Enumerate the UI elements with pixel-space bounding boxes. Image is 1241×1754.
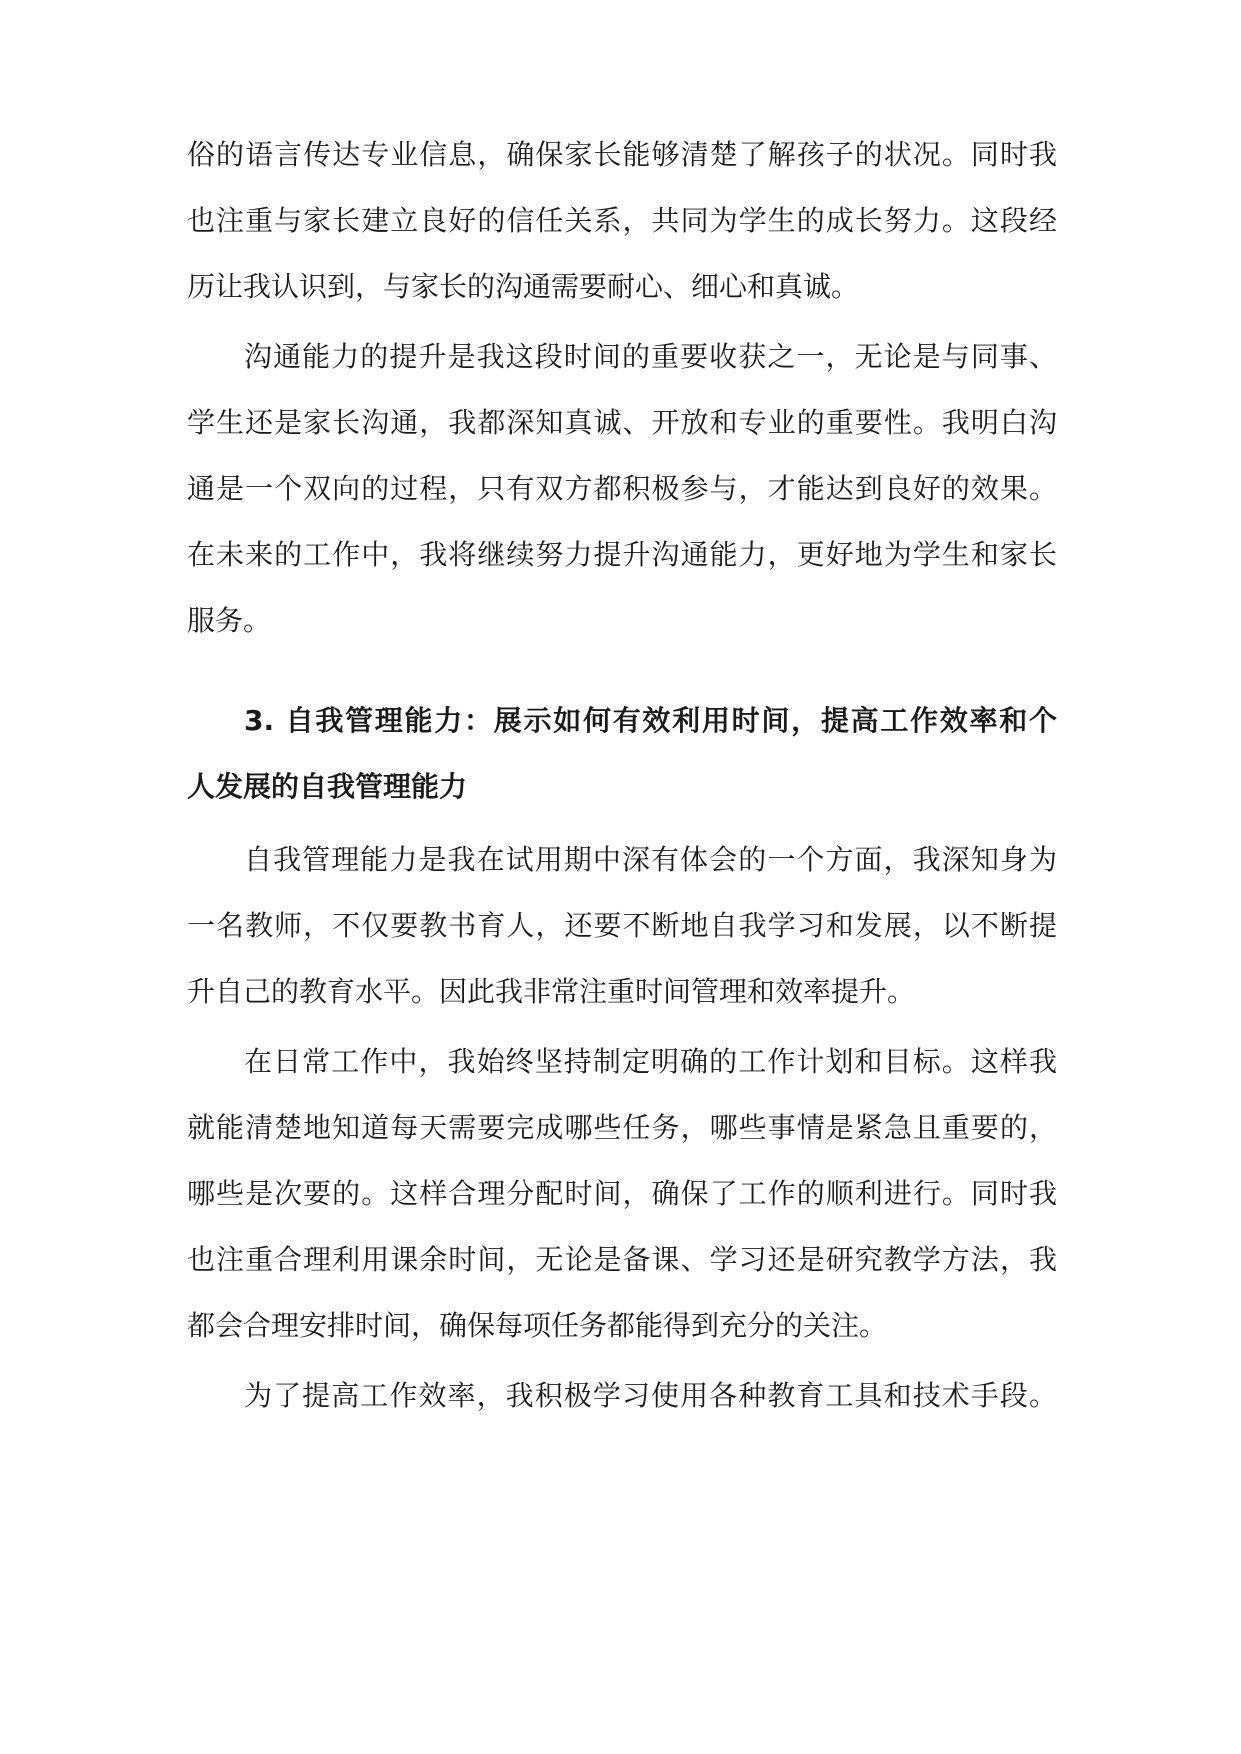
paragraph-line: 俗的语言传达专业信息，确保家长能够清楚了解孩子的状况。同时我 — [187, 138, 1057, 171]
paragraph-line: 就能清楚地知道每天需要完成哪些任务，哪些事情是紧急且重要的， — [187, 1111, 1057, 1144]
paragraph-line: 自我管理能力是我在试用期中深有体会的一个方面，我深知身为 — [244, 843, 1057, 876]
paragraph-line: 在日常工作中，我始终坚持制定明确的工作计划和目标。这样我 — [244, 1045, 1057, 1078]
paragraph-line: 一名教师，不仅要教书育人，还要不断地自我学习和发展，以不断提 — [187, 909, 1057, 942]
paragraph-line: 在未来的工作中，我将继续努力提升沟通能力，更好地为学生和家长 — [187, 538, 1057, 571]
paragraph-line: 也注重合理利用课余时间，无论是备课、学习还是研究教学方法，我 — [187, 1243, 1057, 1276]
section-heading: 人发展的自我管理能力 — [187, 770, 468, 803]
paragraph-line: 升自己的教育水平。因此我非常注重时间管理和效率提升。 — [187, 975, 916, 1008]
paragraph-line: 为了提高工作效率，我积极学习使用各种教育工具和技术手段。 — [244, 1379, 1057, 1412]
paragraph-line: 服务。 — [187, 604, 272, 637]
paragraph-line: 也注重与家长建立良好的信任关系，共同为学生的成长努力。这段经 — [187, 204, 1057, 237]
paragraph-line: 通是一个双向的过程，只有双方都积极参与，才能达到良好的效果。 — [187, 472, 1057, 505]
paragraph-line: 沟通能力的提升是我这段时间的重要收获之一，无论是与同事、 — [244, 340, 1057, 373]
paragraph-line: 历让我认识到，与家长的沟通需要耐心、细心和真诚。 — [187, 270, 860, 303]
section-heading: 3. 自我管理能力：展示如何有效利用时间，提高工作效率和个 — [244, 704, 1057, 737]
paragraph-line: 都会合理安排时间，确保每项任务都能得到充分的关注。 — [187, 1309, 888, 1342]
paragraph-line: 学生还是家长沟通，我都深知真诚、开放和专业的重要性。我明白沟 — [187, 406, 1057, 439]
paragraph-line: 哪些是次要的。这样合理分配时间，确保了工作的顺利进行。同时我 — [187, 1177, 1057, 1210]
